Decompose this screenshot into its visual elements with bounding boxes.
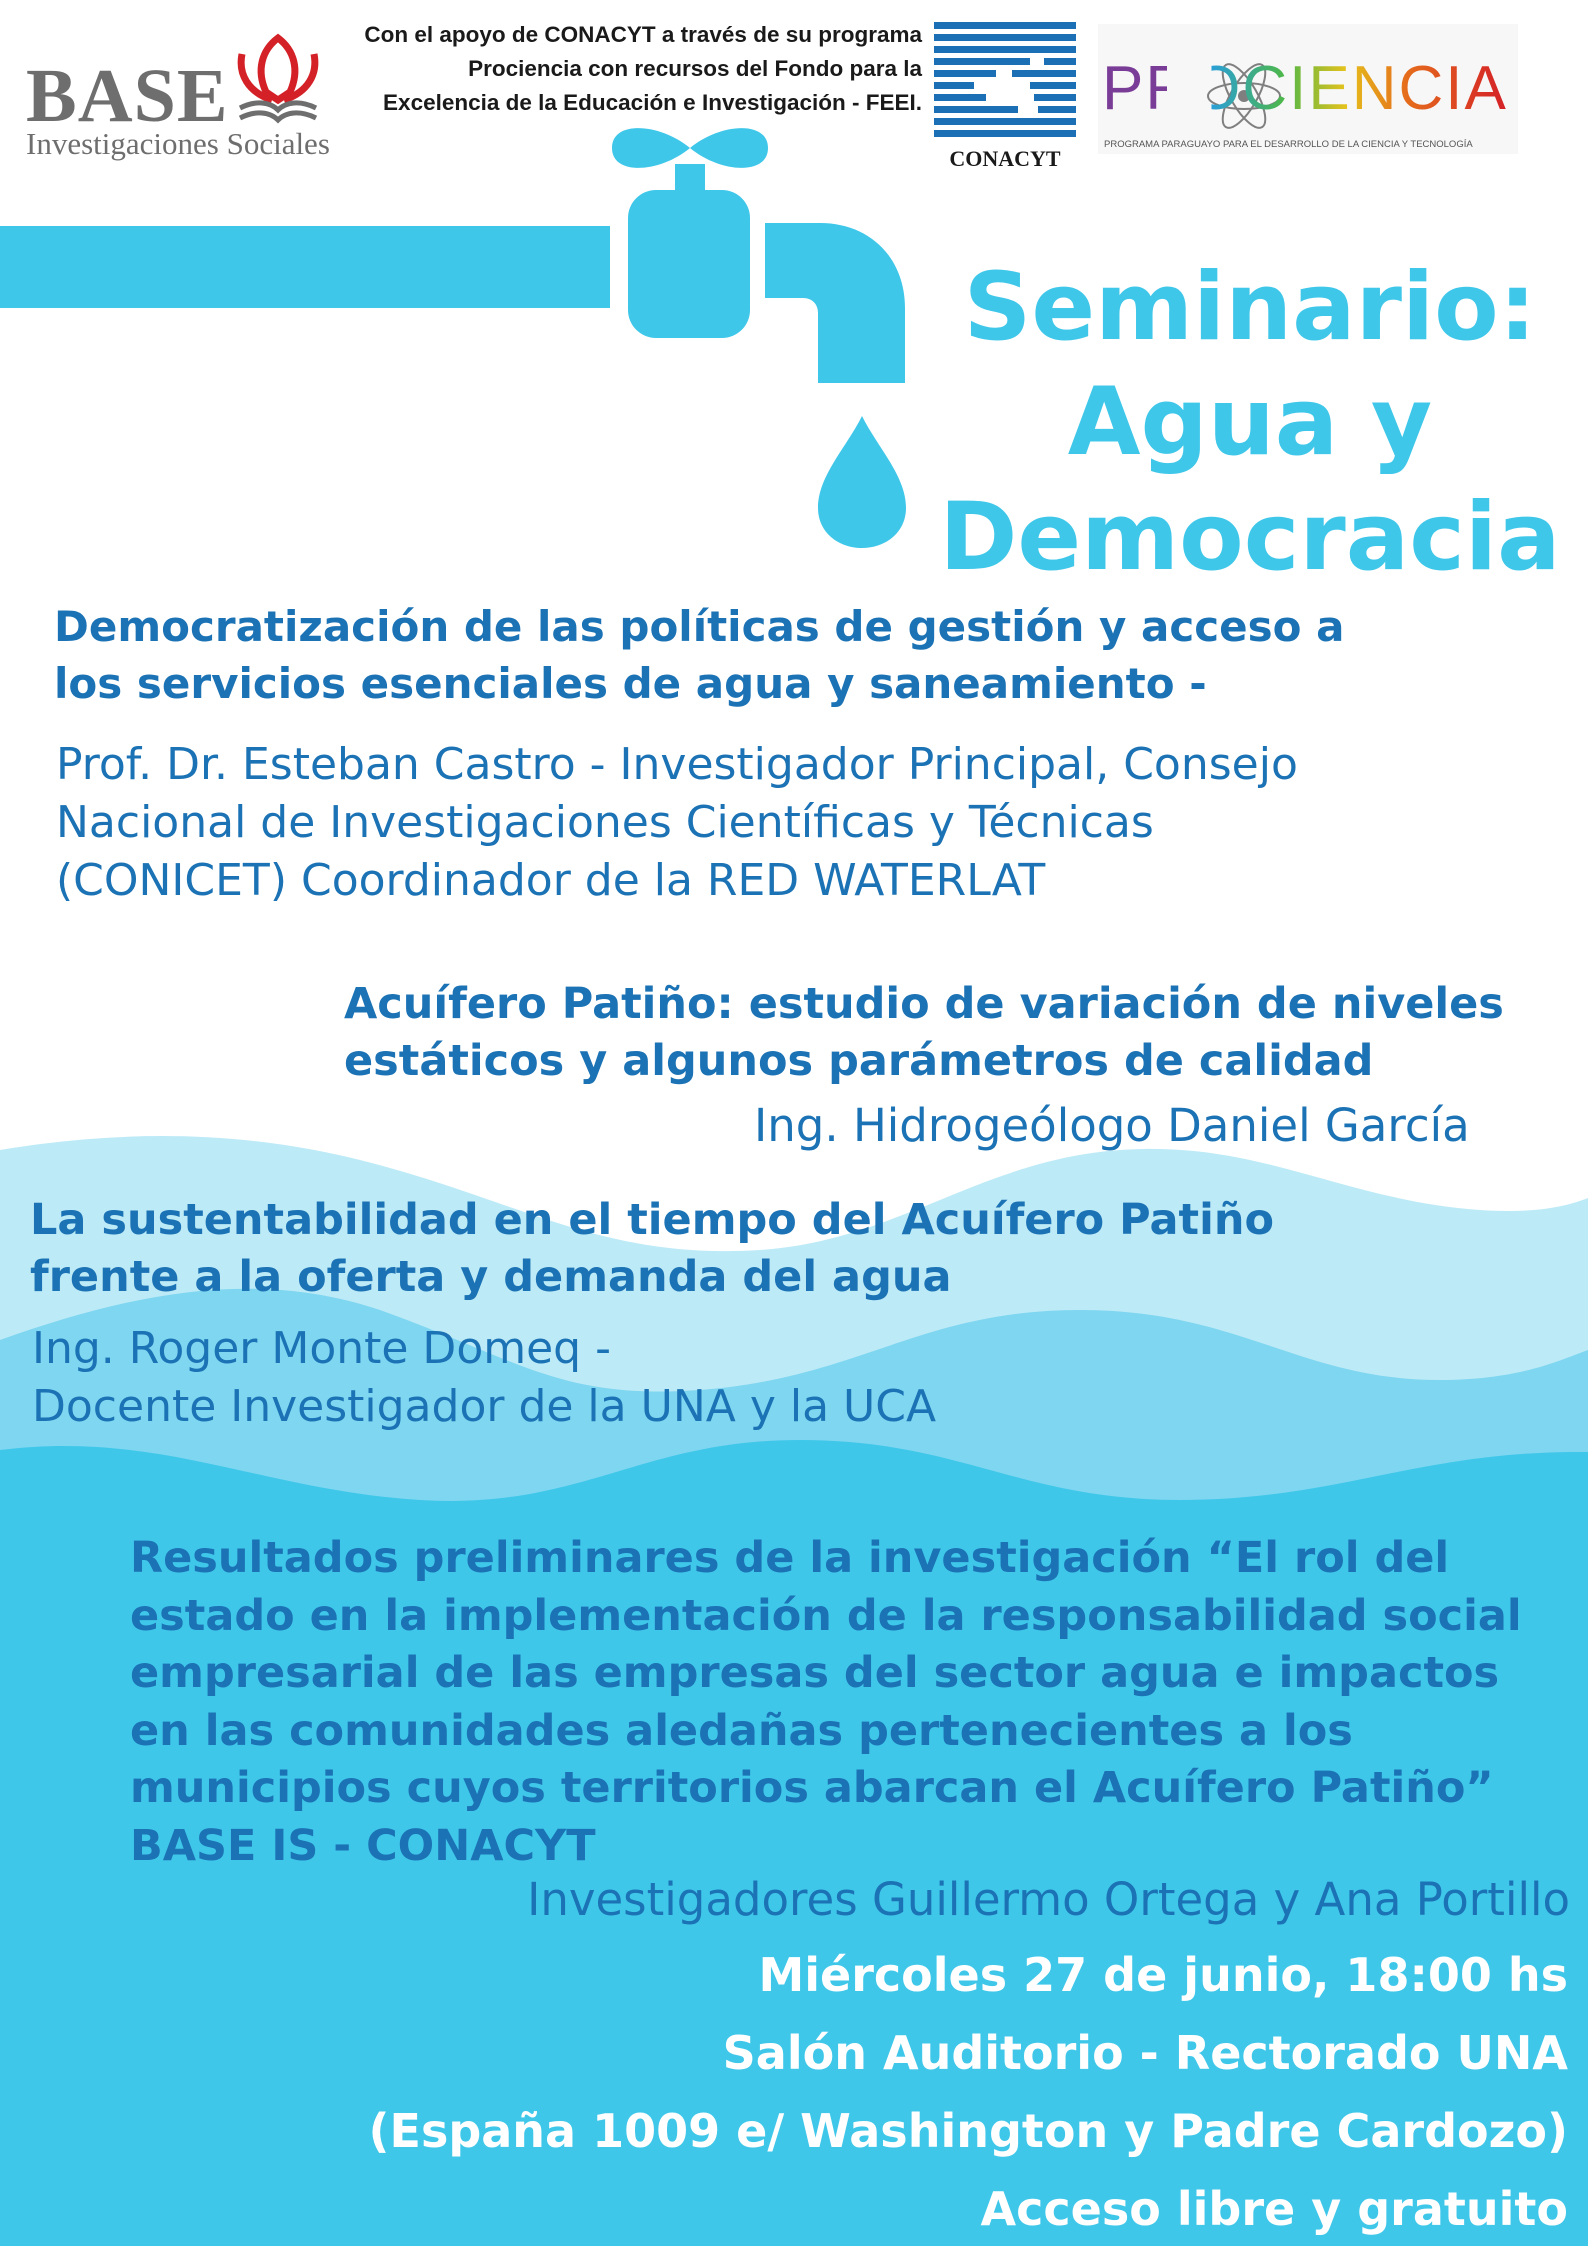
faucet-stem (675, 164, 705, 194)
event-access: Acceso libre y gratuito (980, 2182, 1568, 2236)
support-line: Excelencia de la Educación e Investigación - FEEI. (383, 90, 922, 115)
seminar-title-line: Agua y (1067, 368, 1433, 477)
talk-title: Resultados preliminares de la investigación “El rol del estado en la implementación de la responsabilidad social empresarial de las empresas del sector agua e impactos en las comunidades aledañas pertenecientes a los municipios cuyos territorios abarcan el Acuífero Patiño” BASE IS - CONACYT (130, 1533, 1522, 1871)
prociencia-logo-subtitle: PROGRAMA PARAGUAYO PARA EL DESARROLLO DE LA CIENCIA Y TECNOLOGÍA (1104, 139, 1473, 150)
talk-speaker: Prof. Dr. Esteban Castro - Investigador Principal, Consejo Nacional de Investigaciones Científicas y Técnicas (CONICET) Coordinador de la RED WATERLAT (56, 739, 1298, 906)
event-venue: Salón Auditorio - Rectorado UNA (722, 2026, 1568, 2080)
talk-speaker: Ing. Hidrogeólogo Daniel García (754, 1099, 1470, 1152)
seminar-title-line: Democracia (939, 483, 1561, 592)
faucet-pipe (0, 226, 610, 308)
faucet-icon (0, 118, 920, 548)
talk-title: Democratización de las políticas de gestión y acceso a los servicios esenciales de agua y saneamiento - (54, 602, 1345, 708)
prociencia-logo-text: PROCIENCIA (1102, 54, 1508, 123)
event-date: Miércoles 27 de junio, 18:00 hs (758, 1948, 1568, 2002)
support-text (330, 18, 922, 120)
faucet-spout (765, 223, 905, 383)
talk-speaker: Investigadores Guillermo Ortega y Ana Portillo (527, 1873, 1570, 1926)
seminar-title-line: Seminario: (963, 253, 1537, 362)
talk-speaker: Ing. Roger Monte Domeq - Docente Investigador de la UNA y la UCA (32, 1323, 937, 1432)
faucet-body (628, 190, 750, 338)
prociencia-logo-word (1102, 54, 1508, 123)
faucet-handle (612, 128, 768, 168)
faucet-body-gap (618, 218, 628, 314)
base-logo-word: BASE (26, 54, 229, 138)
water-drop (818, 416, 906, 548)
support-line: Prociencia con recursos del Fondo para la (468, 56, 922, 81)
conacyt-logo-label: CONACYT (949, 146, 1061, 171)
event-address: (España 1009 e/ Washington y Padre Cardozo) (368, 2104, 1568, 2158)
talk-title: La sustentabilidad en el tiempo del Acuífero Patiño frente a la oferta y demanda del agua (30, 1195, 1274, 1302)
base-logo-subtitle: Investigaciones Sociales (26, 126, 330, 161)
support-line: Con el apoyo de CONACYT a través de su programa (364, 22, 922, 47)
seminar-title (930, 250, 1570, 595)
talk-title: Acuífero Patiño: estudio de variación de niveles estáticos y algunos parámetros de calidad (344, 979, 1504, 1086)
base-logo-flower-icon (232, 30, 324, 130)
